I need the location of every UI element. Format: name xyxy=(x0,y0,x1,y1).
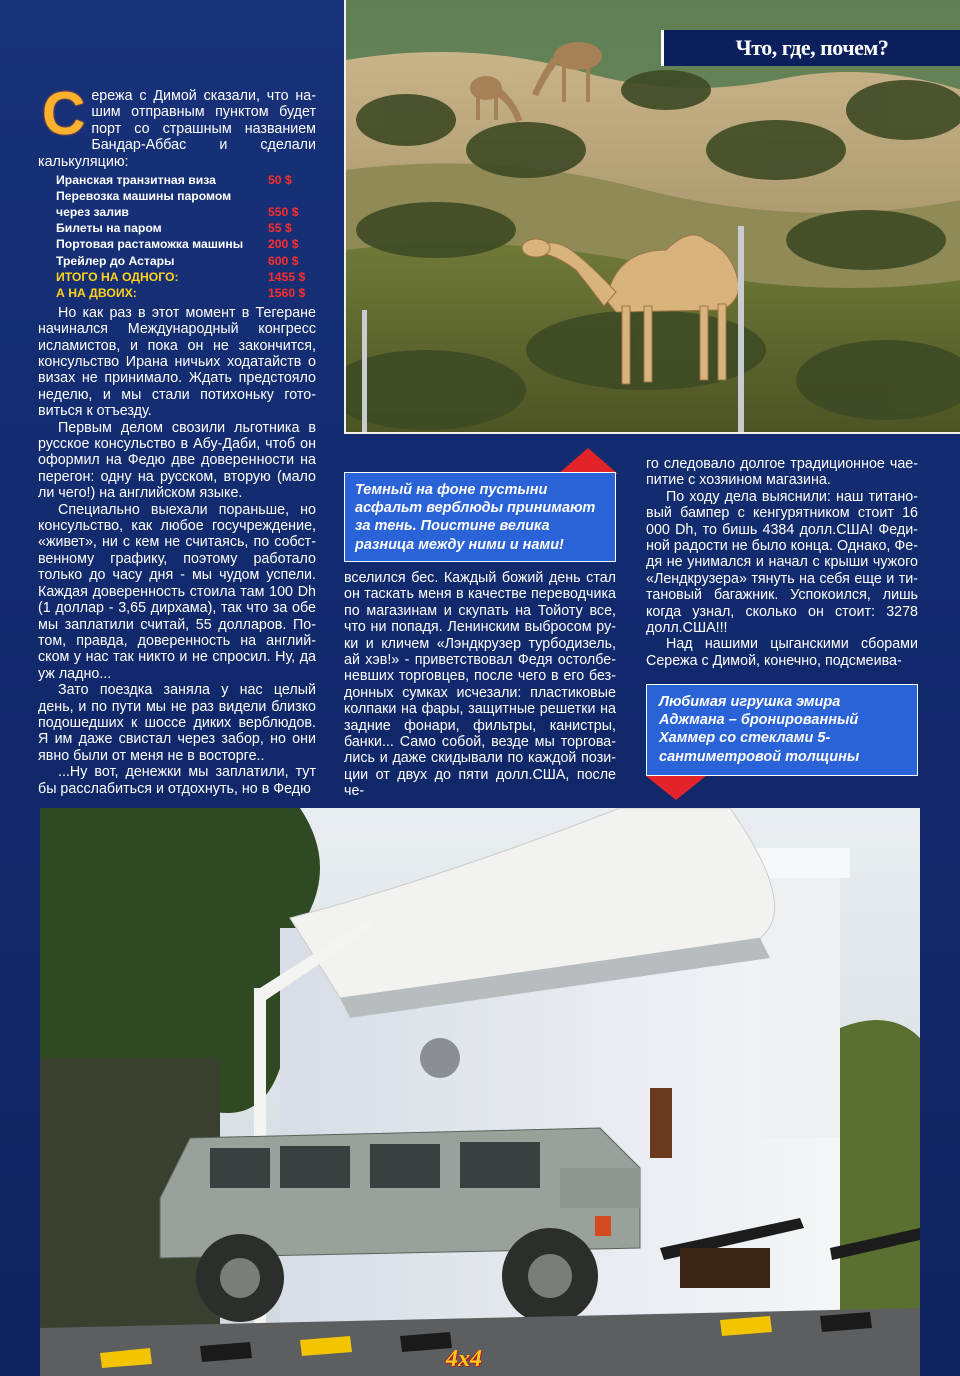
cost-item: Трейлер до Астары xyxy=(56,253,175,268)
cost-row xyxy=(56,236,314,252)
cost-price: 50 $ xyxy=(268,173,292,188)
cost-total-row xyxy=(56,269,314,285)
body-paragraph: Специально выехали пораньше, но консульство, как любое госучреждение, «живет», ни с кем не считаясь, по собст-венному графику, поэтому работало только до часу дня - мы чудом успели. Каждая доверенность стоила там 100 Dh (1 доллар - 3,65 дирхама), так что за обе мы заплатили считай, 55 долларов. По-том, правда, доверенность на англий-ском у нас так никто и не спросил. Ну, да уж ладно... xyxy=(38,501,316,682)
cost-table xyxy=(56,172,314,301)
cost-item: Портовая растаможка машины xyxy=(56,237,244,252)
hummer-photo-illustration xyxy=(40,808,920,1376)
right-column xyxy=(646,456,918,669)
cost-total-price: 1455 $ xyxy=(268,269,306,284)
drop-cap: С xyxy=(42,80,86,147)
left-column xyxy=(38,80,316,797)
caption-triangle-marker xyxy=(558,448,618,474)
cost-total-row xyxy=(56,285,314,301)
cost-total-label: А НА ДВОИХ: xyxy=(56,285,137,300)
caption-triangle-marker xyxy=(646,776,706,800)
body-paragraph: Первым делом свозили льготника в русское консульство в Абу-Даби, чтоб он оформил на Федю две доверенности на перегон: одну на русском, вторую (мало ли чего!) на английском языке. xyxy=(38,419,316,502)
cost-price: 550 $ xyxy=(268,205,299,220)
cost-item: Перевозка машины паромом через залив xyxy=(56,189,232,220)
body-paragraph: го следовало долгое традиционное чае-питие с хозяином магазина. xyxy=(646,456,918,489)
cost-row xyxy=(56,220,314,236)
body-paragraph: Над нашими цыганскими сборами Сережа с Димой, конечно, подсмеива- xyxy=(646,636,918,669)
cost-total-price: 1560 $ xyxy=(268,285,306,300)
intro-paragraph xyxy=(38,80,316,170)
hummer-caption: Любимая игрушка эмира Аджмана – бронированный Хаммер со стеклами 5-сантиметровой толщины xyxy=(646,684,918,776)
body-paragraph: Но как раз в этот момент в Тегеране начинался Международный конгресс исламистов, и пока он не закончится, консульство Ирана ничьих ходатайств о визах не принимало. Ждать предстояло неделю, и мы стали потихоньку гото-виться к отъезду. xyxy=(38,304,316,420)
intro-text: ережа с Димой сказали, что на-шим отправным пунктом будет порт со страшным названием Бандар-Аббас и сделали калькуляцию: xyxy=(38,88,316,170)
body-paragraph: ...Ну вот, денежки мы заплатили, тут бы расслабиться и отдохнуть, но в Федю xyxy=(38,764,316,797)
cost-row xyxy=(56,172,314,188)
cost-item: Иранская транзитная виза xyxy=(56,173,216,188)
middle-column xyxy=(344,570,616,800)
cost-row xyxy=(56,253,314,269)
cost-price: 600 $ xyxy=(268,253,299,268)
body-paragraph: вселился бес. Каждый божий день стал он таскать меня в качестве переводчика по магазинам и скупать на Тойоту все, что ни попадя. Ленинским выбросом ру-ки и кличем «Лэндкрузер турбодизель, ай хэв!» - приветствовал Федя остолбе-невших торговцев, после чего в его без-донных сумках исчезали: пластиковые колпаки на фары, защитные решетки на задние фонари, фильтры, канистры, банки... Само собой, везде мы торгова-лись и даже скидывали по каждой пози-ции от двух до пяти долл.США, после че- xyxy=(344,570,616,800)
cost-price: 200 $ xyxy=(268,237,299,252)
cost-item: Билеты на паром xyxy=(56,221,162,236)
section-label: Что, где, почем? xyxy=(661,30,960,66)
body-paragraph: Зато поездка заняла у нас целый день, и по пути мы не раз видели близко подошедших к шоссе диких верблюдов. Я им даже свистал через забор, но они явно были от меня не в восторге.. xyxy=(38,682,316,764)
body-paragraph: По ходу дела выяснили: наш титано-вый бампер с кенгурятником стоит 16 000 Dh, то бишь 4384 долл.США! Феди-ной радости не было конца. Однако, Фе-дя не унимался и начал с крыши чужого «Лендкрузера» тянуть на себя еще и ти-тановый багажник. Успокоился, лишь когда узнал, сколько он стоит: 3278 долл.США!!! xyxy=(646,488,918,637)
cost-price: 55 $ xyxy=(268,221,292,236)
cost-row xyxy=(56,188,314,220)
camels-caption: Темный на фоне пустыни асфальт верблюды принимают за тень. Поистине велика разница между ними и нами! xyxy=(344,472,616,562)
cost-total-label: ИТОГО НА ОДНОГО: xyxy=(56,269,179,284)
magazine-logo: 4x4 xyxy=(446,1346,482,1372)
hummer-photo xyxy=(40,808,920,1376)
